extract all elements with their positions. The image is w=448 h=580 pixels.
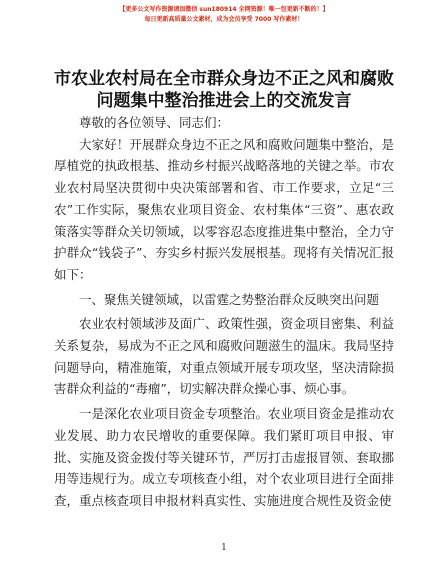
paragraph-intro: 大家好！开展群众身边不正之风和腐败问题集中整治，是厚植党的执政根基、推动乡村振兴战略落地的关键之举。市农业农村局坚决贯彻中央决策部署和省、市工作要求，立足“三农”工作实际，聚焦农业项目资金、农村集体“三资”、惠农政策落实等群众关切领域，以零容忍态度推进集中整治，全力守护群众“钱袋子”、夯实乡村振兴发展根基。现将有关情况汇报如下： (54, 136, 394, 282)
document-title-line1: 市农业农村局在全市群众身边不正之风和腐败 (54, 69, 394, 89)
salutation: 尊敬的各位领导、同志们： (79, 115, 230, 130)
section-heading-1: 一、聚焦关键领域，以雷霆之势整治群众反映突出问题 (79, 291, 380, 307)
promo-banner (54, 0, 394, 24)
paragraph-section-1: 农业农村领域涉及面广、政策性强，资金项目密集、利益关系复杂，易成为不正之风和腐败问题滋生的温床。我局坚持问题导向，精准施策，对重点领域开展专项攻坚，坚决清除损害群众利益的“毒瘤”，切实解决群众操心事、烦心事。 (54, 316, 394, 397)
page-number: 1 (221, 543, 227, 553)
document-title-line2: 问题集中整治推进会上的交流发言 (96, 91, 352, 111)
paragraph-subsection-1: 一是深化农业项目资金专项整治。农业项目资金是推动农业发展、助力农民增收的重要保障。我们紧盯项目申报、审批、实施及资金拨付等关键环节，严厉打击虚报冒领、套取挪用等违规行为。成立专项核查小组，对个农业项目进行全面排查，重点核查项目申报材料真实性、实施进度合规性及资金使 (54, 406, 394, 508)
promo-banner-line1: 【更多公文写作资源请加微信 sun180914 全网资源！唯一包更新不断的！】 (119, 6, 329, 13)
document-title (54, 68, 394, 112)
promo-banner-line2: 每日更新高质量公文素材，成为会员享受 7000 写作素材！ (144, 16, 304, 23)
